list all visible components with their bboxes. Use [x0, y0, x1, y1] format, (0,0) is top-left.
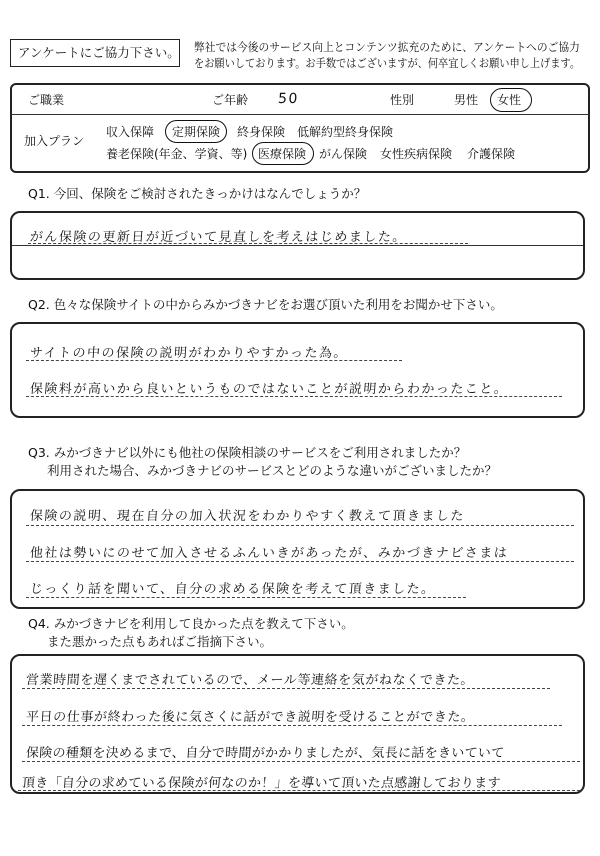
q4-answer-underline3 — [22, 761, 580, 762]
q3-answer-line3: じっくり話を聞いて、自分の求める保険を考えて頂きました。 — [29, 582, 437, 597]
q1-answer-underline — [28, 243, 468, 244]
q3-question-line1: Q3. みかづきナビ以外にも他社の保険相談のサービスをご利用されましたか？ — [28, 445, 467, 460]
plan-endowment: 養老保険(年金、学資、等) — [106, 147, 248, 161]
profile-divider — [10, 114, 590, 115]
q2-answer-underline1 — [26, 360, 402, 361]
intro-text-line2: をお願いしております。お手数ではございますが、何卒宜しくお願い申し上げます。 — [194, 57, 581, 70]
q2-answer-underline2 — [26, 396, 562, 397]
q1-answer-divider — [12, 245, 583, 246]
q1-question: Q1. 今回、保険をご検討されたきっかけはなんでしょうか？ — [28, 186, 367, 201]
occupation-label: ご職業 — [28, 93, 65, 107]
plan-label: 加入プラン — [24, 134, 85, 148]
survey-title: アンケートにご協力下さい。 — [18, 45, 180, 60]
plan-cancer-insurance: がん保険 — [319, 147, 368, 161]
plan-whole-life: 終身保険 — [237, 125, 286, 139]
intro-text-line1: 弊社では今後のサービス向上とコンテンツ拡充のために、アンケートへのご協力 — [194, 41, 580, 54]
q4-question-line1: Q4. みかづきナビを利用して良かった点を教えて下さい。 — [28, 616, 354, 631]
gender-label: 性別 — [390, 93, 415, 107]
q2-question: Q2. 色々な保険サイトの中からみかづきナビをお選び頂いた利用をお聞かせ下さい。 — [28, 297, 503, 312]
age-label: ご年齢 — [212, 93, 249, 107]
q2-answer-line1: サイトの中の保険の説明がわかりやすかった為。 — [29, 346, 349, 361]
plan-term-insurance: 定期保険 — [172, 125, 221, 139]
age-value: 50 — [277, 91, 300, 107]
q3-answer-underline3 — [26, 597, 466, 598]
q3-answer-underline1 — [26, 525, 574, 526]
q4-answer-underline2 — [22, 725, 562, 726]
q3-answer-line1: 保険の説明、現在自分の加入状況をわかりやすく教えて頂きました — [29, 509, 466, 524]
q3-answer-underline2 — [26, 561, 574, 562]
plan-income-protection: 収入保障 — [106, 125, 155, 139]
plan-low-surrender-whole-life: 低解約型終身保険 — [297, 125, 394, 139]
plan-medical-insurance: 医療保険 — [258, 147, 307, 161]
q4-question-line2: また悪かった点もあればご指摘下さい。 — [47, 634, 273, 649]
q4-answer-underline1 — [22, 688, 550, 689]
q2-answer-box — [10, 322, 585, 418]
gender-option-female: 女性 — [497, 93, 522, 107]
q3-question-line2: 利用された場合、みかづきナビのサービスとどのような違いがございましたか？ — [47, 463, 498, 478]
q3-answer-line2: 他社は勢いにのせて加入させるふんいきがあったが、みかづきナビさまは — [29, 546, 509, 561]
q4-answer-underline4 — [18, 790, 580, 791]
q4-answer-line3: 保険の種類を決めるまで、自分で時間がかかりましたが、気長に話をきいていて — [25, 746, 505, 761]
plan-nursing-care: 介護保険 — [467, 147, 516, 161]
q4-answer-line1: 営業時間を遅くまでされているので、メール等連絡を気がねなくできた。 — [25, 673, 475, 688]
q4-answer-line4: 頂き「自分の求めている保険が何なのか！」を導いて頂いた点感謝しております — [21, 776, 502, 791]
q4-answer-line2: 平日の仕事が終わった後に気さくに話ができ説明を受けることができた。 — [25, 710, 476, 725]
q1-answer-line1: がん保険の更新日が近づいて見直しを考えはじめました。 — [29, 230, 408, 245]
plan-female-disease: 女性疾病保険 — [380, 147, 453, 161]
gender-option-male: 男性 — [454, 93, 479, 107]
q2-answer-line2: 保険料が高いから良いというものではないことが説明からわかったこと。 — [29, 382, 509, 397]
